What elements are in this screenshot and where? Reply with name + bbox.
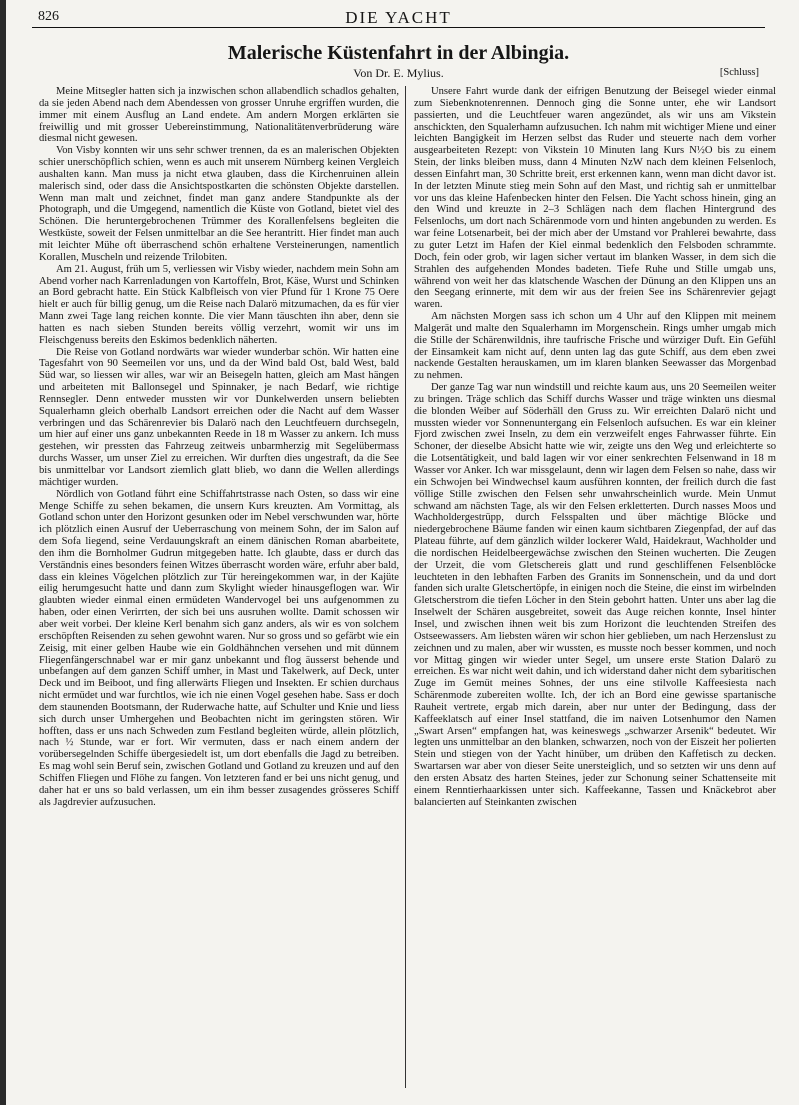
journal-title: DIE YACHT bbox=[345, 8, 452, 27]
running-head bbox=[32, 6, 765, 28]
paragraph: Meine Mitsegler hatten sich ja inzwischen schon allabendlich schadlos gehalten, da sie jeden Abend nach dem Abendessen von grosser Unruhe ergriffen wurden, die immer mit einem Ausflug an Land endete. Am andern Morgen erklärten sie freiwillig und mit grosser Uebereinstimmung, Nationalitätenverbrüderung wäre diesmal nicht gewesen. bbox=[39, 86, 399, 145]
paragraph: Am nächsten Morgen sass ich schon um 4 Uhr auf den Klippen mit meinem Malgerät und malte den Squalerhamn im Morgenschein. Rings umher umgab mich die Stille der Schärenwildnis, ihre taufrische Frische und würziger Duft. Ein Gefühl der Einsamkeit kam nicht auf, denn unten lag das gute Schiff, aus dem eben zwei nackende Gestalten herauskamen, um im klaren blanken Seewasser das Morgenbad zu nehmen. bbox=[414, 311, 776, 382]
left-column bbox=[39, 86, 399, 1096]
column-divider bbox=[405, 86, 406, 1088]
paragraph: Die Reise von Gotland nordwärts war wieder wunderbar schön. Wir hatten eine Tagesfahrt von 90 Seemeilen vor uns, und da der Wind bald Ost, bald West, bald Süd war, so liessen wir alles, war wir an Beisegeln hatten, gleich am Mast hängen und arbeiteten mit Ballonsegel und Spinnaker, je nach Bedarf, wie richtige Rennsegler. Denn entweder mussten wir vor Dunkelwerden unsern beliebten Squalerhamn gleich oberhalb Landsort erreichen oder die Nacht auf dem Wasser verbringen und das Schärenrevier bis Dalarö nach den Leuchtfeuern durchsegeln, um hier auf einer uns ganz unbekannten Reede in 18 m Wasser zu ankern. Ich muss gestehen, wir pressten das Fahrzeug zeitweis unbarmherzig mit Segelübermass durchs Wasser, um unser Ziel zu erreichen. Wir durften dies ungestraft, da die See bis unmittelbar vor Landsort ziemlich glatt blieb, wo dann die Wellen allerdings mächtiger wurden. bbox=[39, 346, 399, 488]
paragraph: Nördlich von Gotland führt eine Schiffahrtstrasse nach Osten, so dass wir eine Menge Schiffe zu sehen bekamen, die unsern Kurs kreuzten. Am Vormittag, als Gotland schon unter den Horizont gesunken oder im Nebel verschwunden war, hörte ich plötzlich einen Ausruf der Ueberraschung von meinem Sohn, der im Salon auf dem Sofa liegend, seine Verdauungskraft an einem dänischen Roman abarbeitete, den ihm die Bornholmer Gudrun mitgegeben hatte. Ich glaubte, dass er durch das Verständnis eines besonders feinen Witzes überrascht worden wäre, erfuhr aber bald, dass ein kleines Vögelchen plötzlich zur Tür hereingekommen war, in der Kajüte eilig herumgesucht hatte und dann zum Skylight wieder hinausgeflogen war. Wir glaubten wieder einmal einen ermüdeten Wandervogel bei uns aufgenommen zu haben, oder einen Verirrten, der sich bei uns ausruhen wollte. Damit schossen wir aber weit vorbei. Der kleine Kerl benahm sich ganz anders, als wir es von solchem erschöpften Reisenden zu sehen gewohnt waren. Nur so gross und so gefärbt wie ein Zeisig, mit einer gelben Haube wie ein Goldhähnchen versehen und mit dünnem Fliegenfängerschnabel war er mir ganz unbekannt und flog äusserst behende und unbefangen auf dem ganzen Schiff umher, in Mast und Takelwerk, auf Deck, unter Deck und im Beiboot, und fing allerwärts Fliegen und Insekten. Er schien durchaus nicht ermüdet und war furchtlos, wie ich nie einen Vogel gesehen habe. Sass er doch dem staunenden Bootsmann, der Ruderwache hatte, auf Schulter und Knie und liess sich durch unser Umhergehen und Beobachten nicht im geringsten stören. Wir hofften, dass er uns nach Schweden zum Festland begleiten würde, allein plötzlich, nach ½ Stunde, war er fort. Wir vermuten, dass er nach einem andern der vorübersegelnden Schiffe übergesiedelt ist, um dort ebenfalls die Jagd zu betreiben. Es mag wohl sein Beruf sein, zwischen Gotland und Gotland zu kreuzen und auf den Schiffen Fliegen und Flöhe zu fangen. Von letzteren fand er bei uns nicht genug, und daher hat er uns so bald verlassen, um ein ihm besser zusagendes grösseres Schiff als Jagdrevier aufzusuchen. bbox=[39, 488, 399, 808]
article-title: Malerische Küstenfahrt in der Albingia. bbox=[227, 42, 570, 64]
paragraph: Unsere Fahrt wurde dank der eifrigen Benutzung der Beisegel wieder einmal zum Siebenknotenrennen. Dennoch ging die Sonne unter, ehe wir Landsort passierten, und die Leuchtfeuer waren angezündet, als wir uns am Vikstein anschickten, den Squalerhamn aufzusuchen. Ich nahm mit wichtiger Miene und einer leichten Bangigkeit im Herzen selbst das Ruder und steuerte nach dem vorher ausgearbeiteten Rezept: von Vikstein 10 Minuten lang Kurs N½O bis zu einem Stein, der links bleiben muss, dann 4 Minuten NzW nach dem kleinen Felsenloch, dessen Einfahrt man, 30 Schritte breit, erst erkennen kann, wenn man dicht davor ist. In der letzten Minute stieg mein Sohn auf den Mast, und richtig sah er unmittelbar vor uns das kleine Hafenbecken hinter den Felsen. Die Yacht schoss hinein, ging an den Wind und kreuzte in 2–3 Schlägen nach dem flachen Hintergrund des Felsenlochs, um dort nach Schärenmode vorn und hinten angebunden zu werden. Es war feine Lotsenarbeit, bei der mich aber der Umstand vor Prahlerei bewahrte, dass zu guter Letzt im Hafen der Kiel einmal bedenklich den Felsboden schrammte. Doch, fein oder grob, wir lagen sicher vertaut im blanken Wasser, in dem sich die Strahlen des aufgehenden Mondes badeten. Tiefe Ruhe und Stille umgab uns, während von weit her das klatschende Waschen der Dünung an den Klippen uns an den Seegang erinnerte, mit dem wir aus der freien See ins Schärenrevier gejagt waren. bbox=[414, 86, 776, 311]
continuation-note: [Schluss] bbox=[719, 67, 759, 78]
page-edge-shadow bbox=[0, 0, 6, 1105]
paragraph: Von Visby konnten wir uns sehr schwer trennen, da es an malerischen Objekten schier unerschöpflich schien, wenn es auch mit unserem Nürnberg keinen Vergleich aushalten kann. Man muss ja nicht etwa glauben, dass die Kirchenruinen allein malerisch sind, oder dass die Ansichtspostkarten die schönsten Objekte darstellen. Wenn man malt und zeichnet, findet man ganz andere Standpunkte als der Photograph, und die Umgegend, namentlich die Küste von Gotland, bietet viel des Schönen. Die heruntergebrochenen Trümmer des Korallenfelsens begleiten die Westküste, soweit der Felsen unmittelbar an die See herantritt. Hier findet man auch mit leichter Mühe oft überraschend schön erhaltene Versteinerungen, namentlich Korallen, Muscheln und reizende Trilobiten. bbox=[39, 145, 399, 263]
article-byline: Von Dr. E. Mylius. bbox=[353, 66, 444, 80]
page-number: 826 bbox=[38, 9, 59, 24]
paragraph: Am 21. August, früh um 5, verliessen wir Visby wieder, nachdem mein Sohn am Abend vorher nach Karrenladungen von Kartoffeln, Brot, Käse, Wurst und Schinken an Bord gebracht hatte. Ein Stück Kalbfleisch von vier Pfund für 1 Krone 75 Oere hielt er auch für billig genug, um die Reise nach Dalarö mitzumachen, da es für vier Mann zwei Tage lang reichen konnte. Die vier Mann täuschten ihn aber, denn sie hatten es nach sieben Stunden bereits völlig verzehrt, womit wir uns im Fleischgenuss bereits den Eskimos bedenklich näherten. bbox=[39, 263, 399, 346]
header-rule bbox=[32, 27, 765, 28]
paragraph: Der ganze Tag war nun windstill und reichte kaum aus, uns 20 Seemeilen weiter zu bringen. Träge schlich das Schiff durchs Wasser und träge winkten uns diesmal die blonden Weiber auf Söderhäll den Gruss zu. Wir erreichten Dalarö nicht und mussten wieder vor Sonnenuntergang ein Felsenloch aufsuchen. Es war ein kleiner Fjord zwischen zwei Inseln, zu dem ein verzweifelt enges Fahrwasser führte. Ein Schoner, der dieselbe Absicht hatte wie wir, zeigte uns den Weg und erleichterte so die Lotsentätigkeit, und bald lagen wir vor einer senkrechten Felsenwand in 18 m Wasser vor Anker. Ich war missgelaunt, denn wir lagen dem Felsen so nahe, dass wir ein Schwojen bei Windwechsel kaum ausführen konnten, der freilich durch die fast völlige Stille zwischen den Felsen sehr unwahrscheinlich wurde. Mein Unmut schwand am nächsten Tage, als wir den Felsen erkletterten. Durch nasses Moos und Wachholdergestrüpp, durch Felsspalten und über mächtige Blöcke und niedergebrochene Bäume fanden wir einen kaum sichtbaren Ziegenpfad, der auf das Plateau führte, auf dem gänzlich wilder lockerer Wald, Haidekraut, Wachholder und die nordischen Heidelbeergewächse zwischen den Steinen wucherten. Die Zeugen der Urzeit, die vom Gletschereis glatt und rund geschliffenen Felsenblöcke leuchteten in den lebhaften Farben des Granits im Sonnenschein, und da und dort fanden sich uralte Gletschertöpfe, in einigen noch die Steine, die einst im wirbelnden Gletscherstrom die tiefen Löcher in den Stein gebohrt hatten. Unter uns aber lag die Inselwelt der Schären ausgebreitet, soweit das Auge reichen konnte, Insel hinter Insel, und zwischen ihnen weit bis zum Horizont die leuchtenden Streifen des Ostseewassers. Am liebsten wären wir schon hier geblieben, um nach Herzenslust zu zeichnen und zu malen, aber wir wussten, es musste noch besser kommen, und noch vor Mittag gingen wir wieder unter Segel, um unsere erste Station Dalarö zu erreichen. Es war nicht weit dahin, und ich widerstand daher nicht dem sybaritischen Zuge im Gemüt meines Sohnes, der uns eine stilvolle Kaffeesiesta nach Schärenmode zubereiten wollte. Ich, der ich an Bord eine gewisse spartanische Rauheit vertrete, ergab mich darein, aber nur unter der Bedingung, dass der Kaffeeklatsch auf einer Insel stattfand, die im naiven Lotsenhumor den Namen „Swart Arsen“ empfangen hat, was keineswegs „schwarzer Arsenik“ bedeutet. Wir legten uns unmittelbar an den blanken, schwarzen, noch von der Eiszeit her polierten Stein und stiegen von der Yacht hinüber, um drüben den Kaffetisch zu decken. Swartarsen war aber von dieser Seite unersteiglich, und so setzten wir uns denn auf den ersten Absatz des harten Steines, jeder zur Schonung seiner Schattenseite mit einem Renntierhaarkissen unter sich. Kaffeekanne, Tassen und Knäckebrot aber balancierten auf Steinkanten zwischen bbox=[414, 382, 776, 808]
right-column bbox=[414, 86, 776, 1096]
